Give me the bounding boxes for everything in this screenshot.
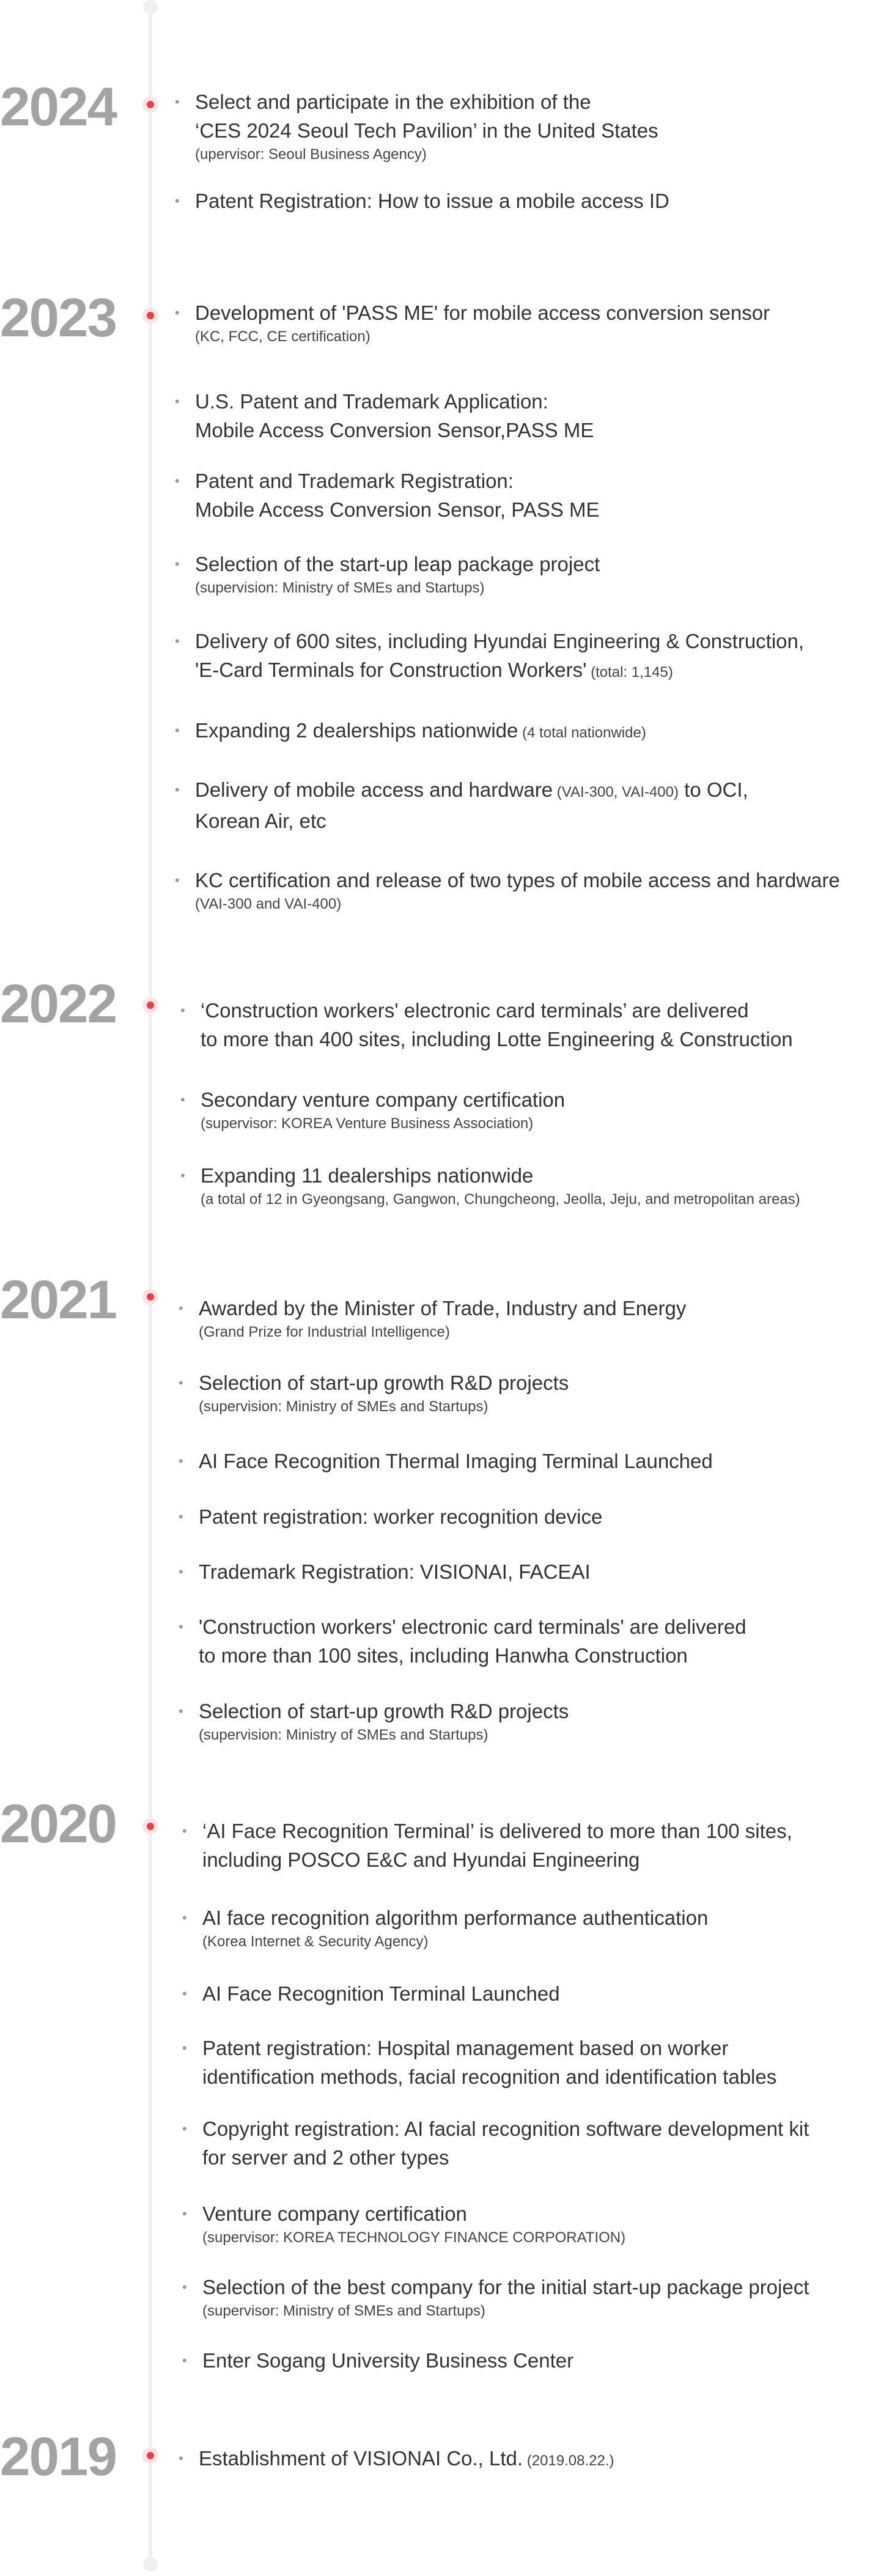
year-2020: 2020 bbox=[0, 1793, 116, 1854]
entry-text bbox=[195, 627, 804, 687]
entry-text bbox=[195, 866, 840, 895]
entry-text bbox=[202, 2273, 809, 2301]
timeline-entry bbox=[182, 1817, 792, 1874]
entry-main-text: Selection of the start-up leap package project bbox=[195, 553, 600, 575]
bullet-icon: • bbox=[179, 1301, 183, 1316]
entry-note: (upervisor: Seoul Business Agency) bbox=[195, 146, 427, 163]
entry-text bbox=[201, 1161, 800, 1190]
timeline-entry bbox=[179, 1502, 603, 1531]
bullet-icon: • bbox=[182, 2353, 187, 2368]
entry-main-text: AI Face Recognition Terminal Launched bbox=[202, 1982, 560, 2005]
entry-text bbox=[202, 2199, 625, 2228]
timeline-entry bbox=[180, 1161, 800, 1209]
bullet-icon: • bbox=[175, 305, 180, 320]
bullet-icon: • bbox=[179, 1619, 183, 1634]
timeline-dot-2021 bbox=[142, 1289, 158, 1305]
timeline-entry bbox=[179, 1697, 569, 1745]
entry-note: (VAI-300 and VAI-400) bbox=[195, 896, 342, 912]
entry-note: (supervision: Ministry of SMEs and Startups) bbox=[199, 1727, 488, 1743]
bullet-icon: • bbox=[182, 1910, 187, 1925]
timeline-dot-2024 bbox=[142, 97, 158, 113]
timeline-dot-2023 bbox=[142, 308, 158, 323]
entry-text bbox=[195, 550, 600, 578]
bullet-icon: • bbox=[180, 1168, 185, 1183]
year-2024: 2024 bbox=[0, 76, 116, 137]
entry-text bbox=[202, 1903, 708, 1932]
entry-main-text: Selection of start-up growth R&D projects bbox=[199, 1371, 569, 1394]
timeline-entry bbox=[179, 1557, 591, 1586]
timeline-bottom-cap bbox=[143, 2557, 158, 2572]
entry-inline-note: (4 total nationwide) bbox=[518, 725, 646, 741]
bullet-icon: • bbox=[180, 1003, 185, 1018]
entry-text bbox=[199, 1502, 602, 1531]
entry-text bbox=[199, 1368, 569, 1397]
bullet-icon: • bbox=[175, 193, 180, 209]
entry-inline-note: (VAI-300, VAI-400) bbox=[553, 784, 679, 800]
timeline-entry bbox=[179, 1368, 569, 1417]
entry-main-text: Development of 'PASS ME' for mobile access conversion sensor bbox=[195, 301, 770, 324]
entry-inline-note: (total: 1,145) bbox=[586, 664, 673, 681]
entry-main-text: Venture company certification bbox=[202, 2202, 467, 2225]
entry-main-text: Patent and Trademark Registration: Mobile Access Conversion Sensor, PASS ME bbox=[195, 470, 600, 521]
entry-text-continued: to OCI, Korean Air, etc bbox=[195, 778, 748, 832]
timeline-entry bbox=[175, 186, 669, 215]
entry-note: (Grand Prize for Industrial Intelligence) bbox=[199, 1324, 450, 1340]
timeline-entry bbox=[179, 1294, 687, 1342]
timeline-entry bbox=[180, 996, 793, 1054]
entry-main-text: Select and participate in the exhibition of the ‘CES 2024 Seoul Tech Pavilion’ in the United States bbox=[195, 90, 658, 142]
timeline-entry bbox=[182, 2114, 809, 2172]
year-2021: 2021 bbox=[0, 1269, 116, 1330]
bullet-icon: • bbox=[179, 1375, 183, 1390]
bullet-icon: • bbox=[179, 1564, 183, 1579]
entry-main-text: Selection of start-up growth R&D projects bbox=[199, 1700, 569, 1722]
entry-main-text: Patent registration: worker recognition device bbox=[199, 1505, 603, 1528]
bullet-icon: • bbox=[179, 1703, 183, 1719]
entry-main-text: Delivery of mobile access and hardware bbox=[195, 778, 553, 801]
bullet-icon: • bbox=[175, 782, 180, 797]
timeline-top-cap bbox=[143, 0, 158, 15]
timeline-entry bbox=[175, 627, 805, 687]
bullet-icon: • bbox=[180, 1092, 185, 1107]
entry-note: (supervisor: KOREA TECHNOLOGY FINANCE CORPORATION) bbox=[202, 2229, 626, 2246]
entry-text bbox=[195, 87, 658, 145]
timeline-entry bbox=[179, 2444, 614, 2475]
entry-text bbox=[195, 716, 646, 747]
bullet-icon: • bbox=[175, 94, 180, 109]
timeline-entry bbox=[175, 387, 594, 445]
entry-main-text: Patent registration: Hospital management based on worker identification methods, facial recognition and identification tables bbox=[202, 2037, 777, 2088]
timeline-entry bbox=[180, 1085, 566, 1134]
year-2022: 2022 bbox=[0, 973, 116, 1034]
timeline-entry bbox=[179, 1612, 747, 1670]
entry-main-text: Trademark Registration: VISIONAI, FACEAI bbox=[199, 1560, 591, 1583]
bullet-icon: • bbox=[175, 556, 180, 572]
entry-note: (supervision: Ministry of SMEs and Startups) bbox=[199, 1398, 488, 1415]
bullet-icon: • bbox=[175, 633, 180, 649]
entry-text bbox=[199, 1447, 713, 1475]
entry-text bbox=[199, 1294, 686, 1323]
timeline-dot-2022 bbox=[142, 997, 158, 1013]
timeline-dot-2019 bbox=[142, 2448, 158, 2463]
entry-text bbox=[195, 467, 600, 524]
entry-text bbox=[195, 298, 770, 327]
entry-note: (KC, FCC, CE certification) bbox=[195, 328, 370, 345]
timeline-entry bbox=[182, 2273, 809, 2321]
entry-text bbox=[199, 1557, 591, 1586]
entry-main-text: Expanding 2 dealerships nationwide bbox=[195, 719, 518, 742]
entry-main-text: KC certification and release of two types of mobile access and hardware bbox=[195, 869, 840, 891]
bullet-icon: • bbox=[175, 723, 180, 738]
entry-text bbox=[201, 1085, 565, 1114]
timeline-entry bbox=[175, 467, 600, 524]
entry-text bbox=[202, 2114, 809, 2172]
bullet-icon: • bbox=[182, 1823, 187, 1839]
year-2023: 2023 bbox=[0, 287, 116, 348]
bullet-icon: • bbox=[179, 1509, 183, 1524]
entry-main-text: Expanding 11 dealerships nationwide bbox=[201, 1164, 534, 1187]
entry-main-text: U.S. Patent and Trademark Application: Mobile Access Conversion Sensor,PASS ME bbox=[195, 390, 594, 441]
timeline-entry bbox=[182, 2199, 626, 2248]
timeline-entry bbox=[175, 87, 658, 164]
entry-main-text: Establishment of VISIONAI Co., Ltd. bbox=[199, 2447, 523, 2470]
entry-main-text: Copyright registration: AI facial recognition software development kit for server and 2 other types bbox=[202, 2117, 809, 2169]
bullet-icon: • bbox=[182, 1986, 187, 2001]
entry-main-text: ‘Construction workers' electronic card terminals’ are delivered to more than 400 sites, including Lotte Engineering & Construction bbox=[201, 999, 793, 1050]
timeline-entry bbox=[179, 1447, 713, 1475]
entry-text bbox=[195, 387, 594, 445]
entry-note: (supervisor: KOREA Venture Business Association) bbox=[201, 1115, 534, 1132]
entry-text bbox=[202, 1817, 792, 1874]
entry-main-text: Awarded by the Minister of Trade, Industry and Energy bbox=[199, 1297, 687, 1319]
entry-main-text: AI Face Recognition Thermal Imaging Terminal Launched bbox=[199, 1450, 713, 1472]
entry-main-text: Delivery of 600 sites, including Hyundai Engineering & Construction, 'E-Card Terminals for Construction Workers' bbox=[195, 630, 805, 681]
entry-text bbox=[201, 996, 793, 1054]
timeline-entry bbox=[175, 298, 770, 347]
entry-note: (Korea Internet & Security Agency) bbox=[202, 1933, 429, 1950]
timeline-entry bbox=[175, 775, 748, 835]
entry-note: (a total of 12 in Gyeongsang, Gangwon, Chungcheong, Jeolla, Jeju, and metropolitan areas) bbox=[201, 1191, 800, 1208]
entry-text bbox=[195, 186, 669, 215]
entry-main-text: 'Construction workers' electronic card terminals' are delivered to more than 100 sites, including Hanwha Construction bbox=[199, 1615, 747, 1667]
year-2019: 2019 bbox=[0, 2426, 116, 2487]
entry-note: (supervision: Ministry of SMEs and Startups) bbox=[195, 580, 485, 596]
entry-main-text: AI face recognition algorithm performance authentication bbox=[202, 1906, 709, 1929]
bullet-icon: • bbox=[182, 2040, 187, 2056]
timeline-entry bbox=[182, 2346, 574, 2375]
entry-main-text: Selection of the best company for the initial start-up package project bbox=[202, 2276, 809, 2298]
entry-text bbox=[199, 2444, 614, 2475]
entry-text bbox=[199, 1697, 569, 1725]
timeline-entry bbox=[175, 716, 646, 747]
entry-text bbox=[202, 2346, 573, 2375]
bullet-icon: • bbox=[175, 394, 180, 409]
entry-inline-note: (2019.08.22.) bbox=[523, 2452, 614, 2469]
entry-main-text: Patent Registration: How to issue a mobile access ID bbox=[195, 190, 669, 212]
bullet-icon: • bbox=[179, 1453, 183, 1469]
entry-text bbox=[202, 2034, 776, 2091]
timeline-line bbox=[149, 6, 152, 2568]
entry-note: (supervisor: Ministry of SMEs and Startups) bbox=[202, 2303, 485, 2319]
entry-main-text: Secondary venture company certification bbox=[201, 1088, 566, 1111]
bullet-icon: • bbox=[175, 473, 180, 489]
bullet-icon: • bbox=[182, 2206, 187, 2221]
timeline-entry bbox=[182, 2034, 777, 2091]
bullet-icon: • bbox=[182, 2121, 187, 2136]
bullet-icon: • bbox=[179, 2451, 183, 2466]
timeline-entry bbox=[175, 550, 600, 598]
bullet-icon: • bbox=[182, 2279, 187, 2295]
bullet-icon: • bbox=[175, 873, 180, 888]
timeline-entry bbox=[182, 1903, 709, 1952]
entry-text bbox=[195, 775, 748, 835]
entry-text bbox=[202, 1979, 560, 2008]
timeline-entry bbox=[182, 1979, 560, 2008]
entry-main-text: ‘AI Face Recognition Terminal’ is delivered to more than 100 sites, including POSCO E&C and Hyundai Engineering bbox=[202, 1820, 792, 1871]
entry-main-text: Enter Sogang University Business Center bbox=[202, 2349, 574, 2372]
entry-text bbox=[199, 1612, 747, 1670]
timeline-entry bbox=[175, 866, 840, 914]
timeline-dot-2020 bbox=[142, 1818, 158, 1834]
